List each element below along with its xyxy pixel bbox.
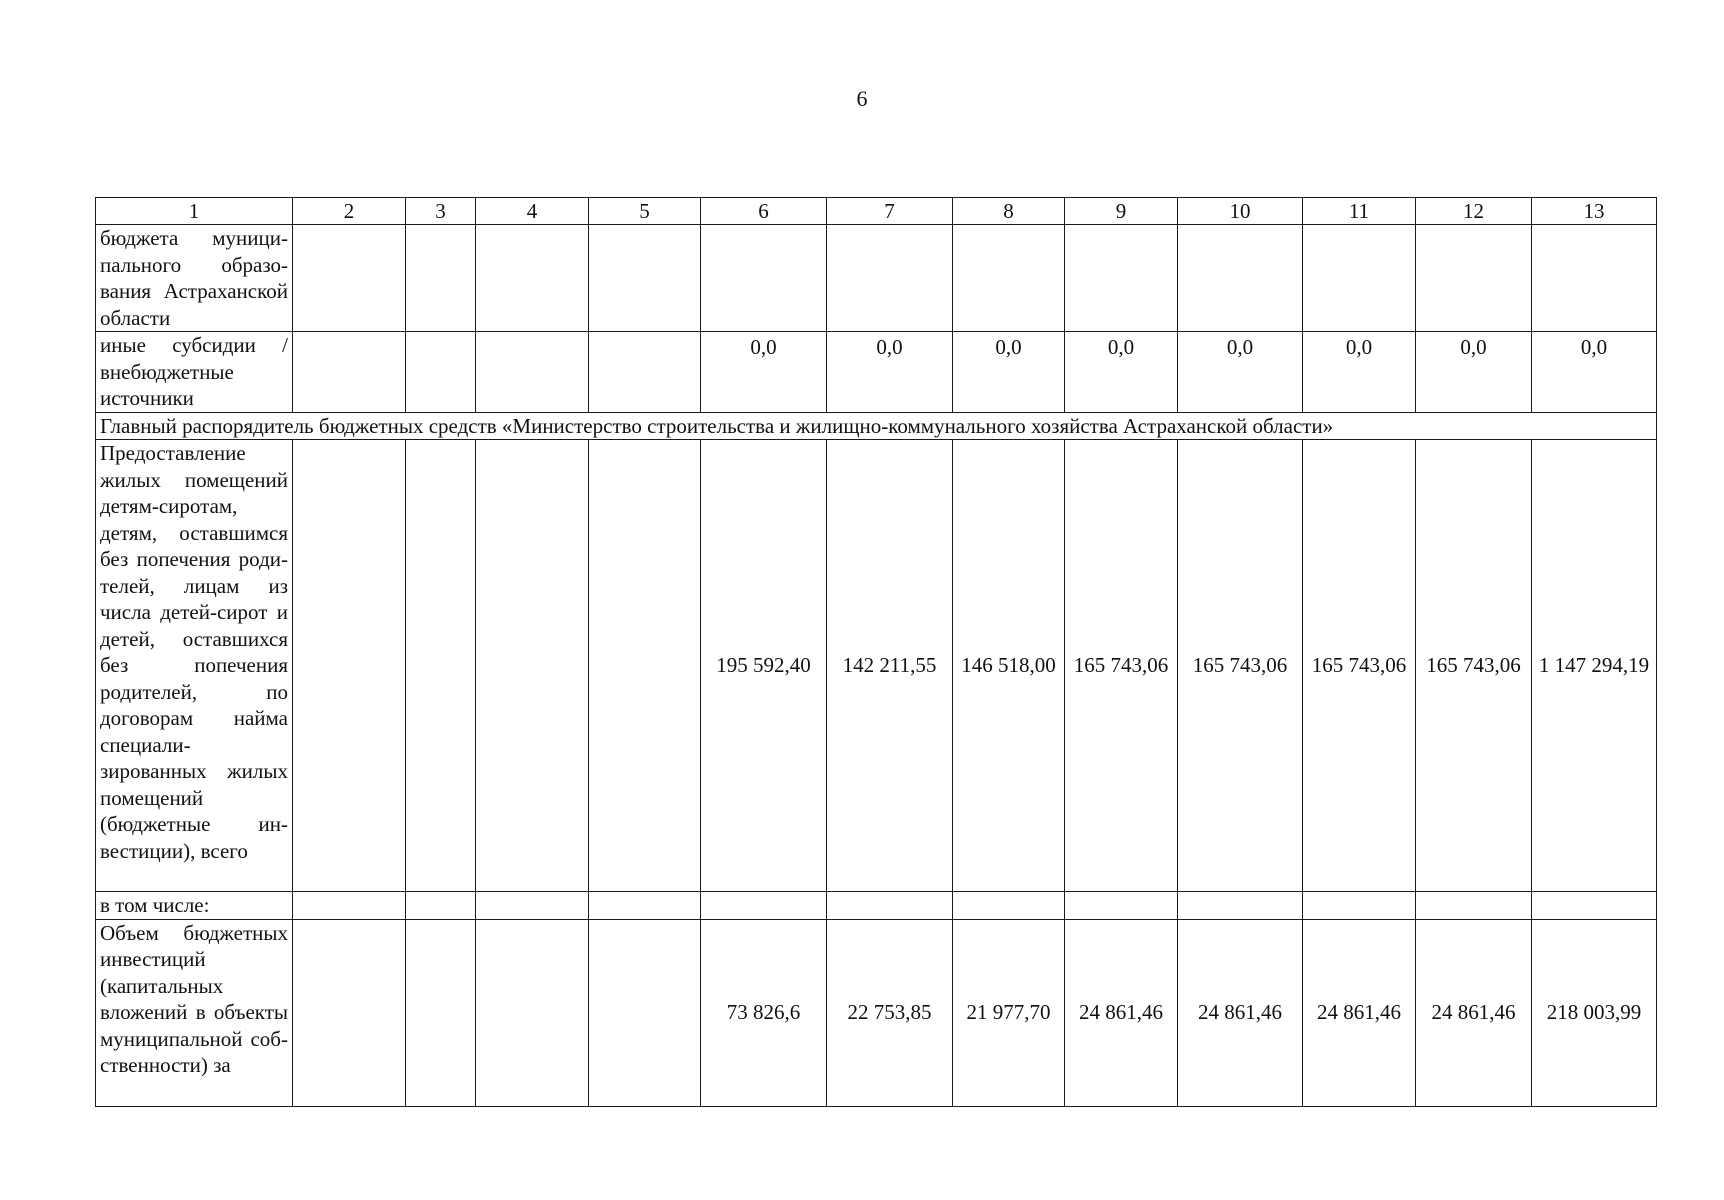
column-header-8: 8 <box>953 198 1065 225</box>
table-cell <box>1178 892 1303 920</box>
table-cell <box>1416 225 1532 332</box>
table-cell <box>1416 892 1532 920</box>
table-cell <box>293 440 406 892</box>
value-cell: 21 977,70 <box>953 919 1065 1106</box>
column-header-1: 1 <box>96 198 293 225</box>
value-cell: 0,0 <box>827 332 953 413</box>
table-cell <box>953 892 1065 920</box>
row-description: Предоставление жилых помещений детям-сиротам, детям, оставшимся без попечения родителей, лицам из числа детей-сирот и детей, оставшихся без попечения родителей, по договорам найма специализированных жилых помещений (бюджетные инвестиции), всего <box>96 440 293 892</box>
table-cell <box>406 225 476 332</box>
table-cell <box>406 440 476 892</box>
table-cell <box>827 892 953 920</box>
value-cell: 165 743,06 <box>1416 440 1532 892</box>
value-cell: 24 861,46 <box>1416 919 1532 1106</box>
value-cell: 165 743,06 <box>1303 440 1416 892</box>
value-cell: 165 743,06 <box>1178 440 1303 892</box>
table-cell <box>589 892 701 920</box>
table-cell <box>589 919 701 1106</box>
value-cell: 218 003,99 <box>1532 919 1657 1106</box>
value-cell: 0,0 <box>1532 332 1657 413</box>
column-header-3: 3 <box>406 198 476 225</box>
value-cell: 24 861,46 <box>1178 919 1303 1106</box>
column-number-row <box>96 198 1657 225</box>
row-description: бюджета муниципального образования Астраханской области <box>96 225 293 332</box>
section-title: Главный распорядитель бюджетных средств «Министерство строительства и жилищно-коммунального хозяйства Астраханской области» <box>96 412 1657 440</box>
table-cell <box>293 225 406 332</box>
value-cell: 0,0 <box>953 332 1065 413</box>
table-cell <box>1065 225 1178 332</box>
value-cell: 22 753,85 <box>827 919 953 1106</box>
column-header-4: 4 <box>476 198 589 225</box>
table-cell <box>589 225 701 332</box>
table-cell <box>293 919 406 1106</box>
table-cell <box>1065 892 1178 920</box>
table-cell <box>406 892 476 920</box>
table-cell <box>1303 892 1416 920</box>
table-row <box>96 919 1657 1106</box>
value-cell: 195 592,40 <box>701 440 827 892</box>
table-cell <box>476 225 589 332</box>
column-header-10: 10 <box>1178 198 1303 225</box>
table-row <box>96 332 1657 413</box>
value-cell: 0,0 <box>701 332 827 413</box>
table-row <box>96 892 1657 920</box>
value-cell: 0,0 <box>1178 332 1303 413</box>
table-row <box>96 225 1657 332</box>
table-cell <box>589 332 701 413</box>
table-cell <box>476 332 589 413</box>
section-row <box>96 412 1657 440</box>
table-cell <box>406 332 476 413</box>
column-header-12: 12 <box>1416 198 1532 225</box>
value-cell: 73 826,6 <box>701 919 827 1106</box>
column-header-11: 11 <box>1303 198 1416 225</box>
table-cell <box>589 440 701 892</box>
table-row <box>96 440 1657 892</box>
value-cell: 165 743,06 <box>1065 440 1178 892</box>
value-cell: 142 211,55 <box>827 440 953 892</box>
table-cell <box>1532 892 1657 920</box>
column-header-2: 2 <box>293 198 406 225</box>
value-cell: 1 147 294,19 <box>1532 440 1657 892</box>
column-header-13: 13 <box>1532 198 1657 225</box>
value-cell: 24 861,46 <box>1303 919 1416 1106</box>
budget-table <box>95 197 1657 1107</box>
table-cell <box>1303 225 1416 332</box>
row-description: в том числе: <box>96 892 293 920</box>
table-cell <box>476 919 589 1106</box>
table-cell <box>1178 225 1303 332</box>
table-cell <box>701 225 827 332</box>
table-cell <box>827 225 953 332</box>
value-cell: 0,0 <box>1303 332 1416 413</box>
table-cell <box>953 225 1065 332</box>
row-description: иные субсидии / внебюджетные источники <box>96 332 293 413</box>
table-cell <box>293 332 406 413</box>
table-cell <box>701 892 827 920</box>
value-cell: 0,0 <box>1065 332 1178 413</box>
table-cell <box>293 892 406 920</box>
value-cell: 146 518,00 <box>953 440 1065 892</box>
value-cell: 24 861,46 <box>1065 919 1178 1106</box>
table-cell <box>476 440 589 892</box>
column-header-7: 7 <box>827 198 953 225</box>
table-cell <box>406 919 476 1106</box>
column-header-5: 5 <box>589 198 701 225</box>
column-header-6: 6 <box>701 198 827 225</box>
page-number: 6 <box>856 86 868 111</box>
table-cell <box>1532 225 1657 332</box>
row-description: Объем бюджетных инвестиций (капитальных вложений в объекты муниципальной собственности) за <box>96 919 293 1106</box>
column-header-9: 9 <box>1065 198 1178 225</box>
table-cell <box>476 892 589 920</box>
value-cell: 0,0 <box>1416 332 1532 413</box>
